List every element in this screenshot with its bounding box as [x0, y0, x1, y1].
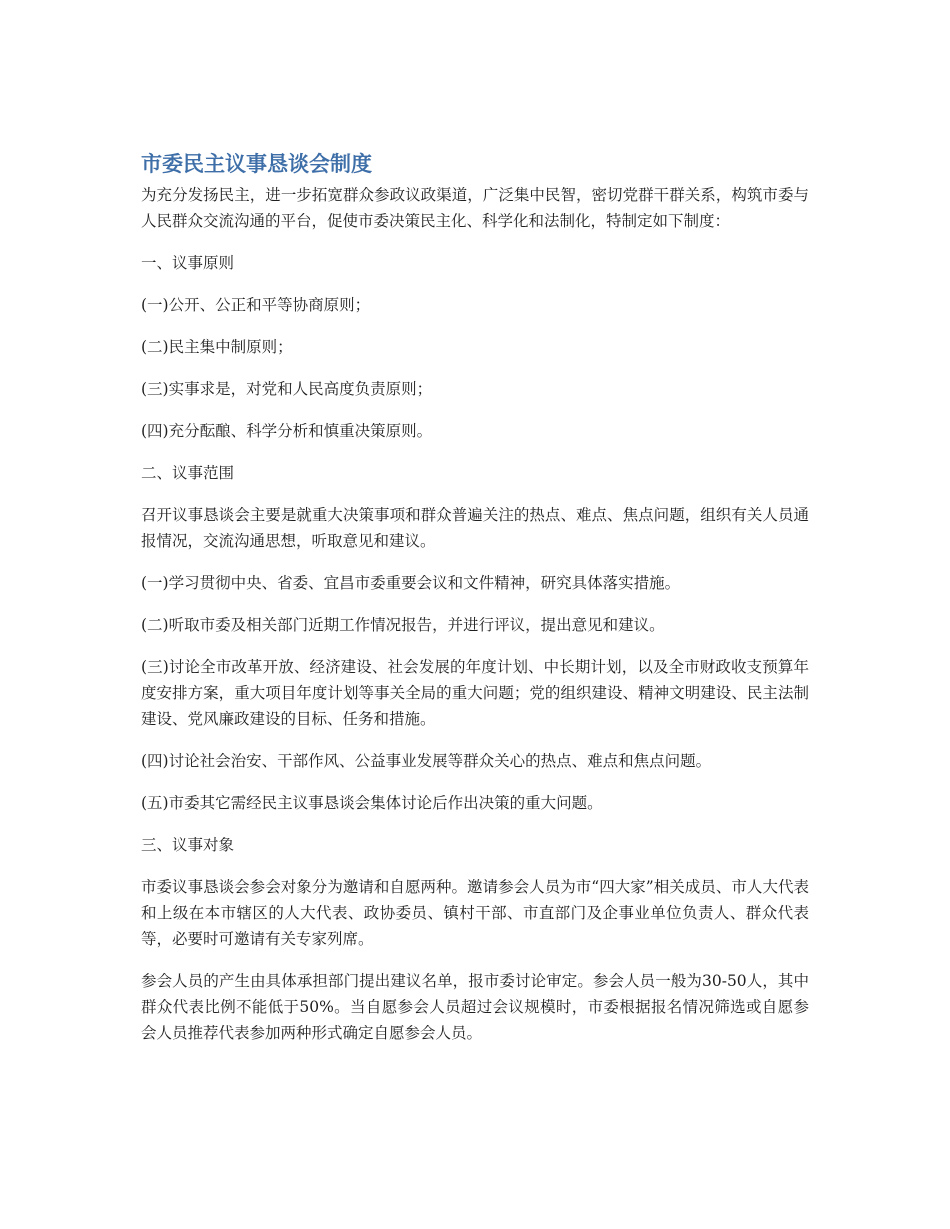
principle-item-3: (三)实事求是，对党和人民高度负责原则； — [141, 380, 433, 398]
section-heading-participants: 三、议事对象 — [141, 836, 235, 854]
scope-item-1: (一)学习贯彻中央、省委、宜昌市委重要会议和文件精神，研究具体落实措施。 — [141, 574, 681, 592]
scope-item-4: (四)讨论社会治安、干部作风、公益事业发展等群众关心的热点、难点和焦点问题。 — [141, 752, 712, 770]
participants-paragraph-2: 参会人员的产生由具体承担部门提出建议名单，报市委讨论审定。参会人员一般为30-50人，其中群众代表比例不能低于50%。当自愿参会人员超过会议规模时，市委根据报名情况筛选或自愿参会人员推荐代表参加两种形式确定自愿参会人员。 — [141, 972, 809, 1042]
scope-item-2: (二)听取市委及相关部门近期工作情况报告，并进行评议，提出意见和建议。 — [141, 616, 665, 634]
scope-item-3: (三)讨论全市改革开放、经济建设、社会发展的年度计划、中长期计划，以及全市财政收支预算年度安排方案，重大项目年度计划等事关全局的重大问题；党的组织建设、精神文明建设、民主法制建设、党风廉政建设的目标、任务和措施。 — [141, 658, 809, 728]
scope-item-5: (五)市委其它需经民主议事恳谈会集体讨论后作出决策的重大问题。 — [141, 794, 603, 812]
intro-paragraph: 为充分发扬民主，进一步拓宽群众参政议政渠道，广泛集中民智，密切党群干群关系，构筑市委与人民群众交流沟通的平台，促使市委决策民主化、科学化和法制化，特制定如下制度： — [141, 186, 809, 230]
participants-paragraph-1: 市委议事恳谈会参会对象分为邀请和自愿两种。邀请参会人员为市“四大家”相关成员、市人大代表和上级在本市辖区的人大代表、政协委员、镇村干部、市直部门及企事业单位负责人、群众代表等，必要时可邀请有关专家列席。 — [141, 878, 809, 948]
principle-item-4: (四)充分酝酿、科学分析和慎重决策原则。 — [141, 422, 433, 440]
principle-item-2: (二)民主集中制原则； — [141, 338, 293, 356]
principle-item-1: (一)公开、公正和平等协商原则； — [141, 296, 371, 314]
document-title: 市委民主议事恳谈会制度 — [141, 152, 372, 176]
section-heading-scope: 二、议事范围 — [141, 464, 235, 482]
document-page — [141, 148, 809, 1062]
section-heading-principles: 一、议事原则 — [141, 254, 235, 272]
scope-intro-paragraph: 召开议事恳谈会主要是就重大决策事项和群众普遍关注的热点、难点、焦点问题，组织有关人员通报情况，交流沟通思想，听取意见和建议。 — [141, 506, 809, 550]
